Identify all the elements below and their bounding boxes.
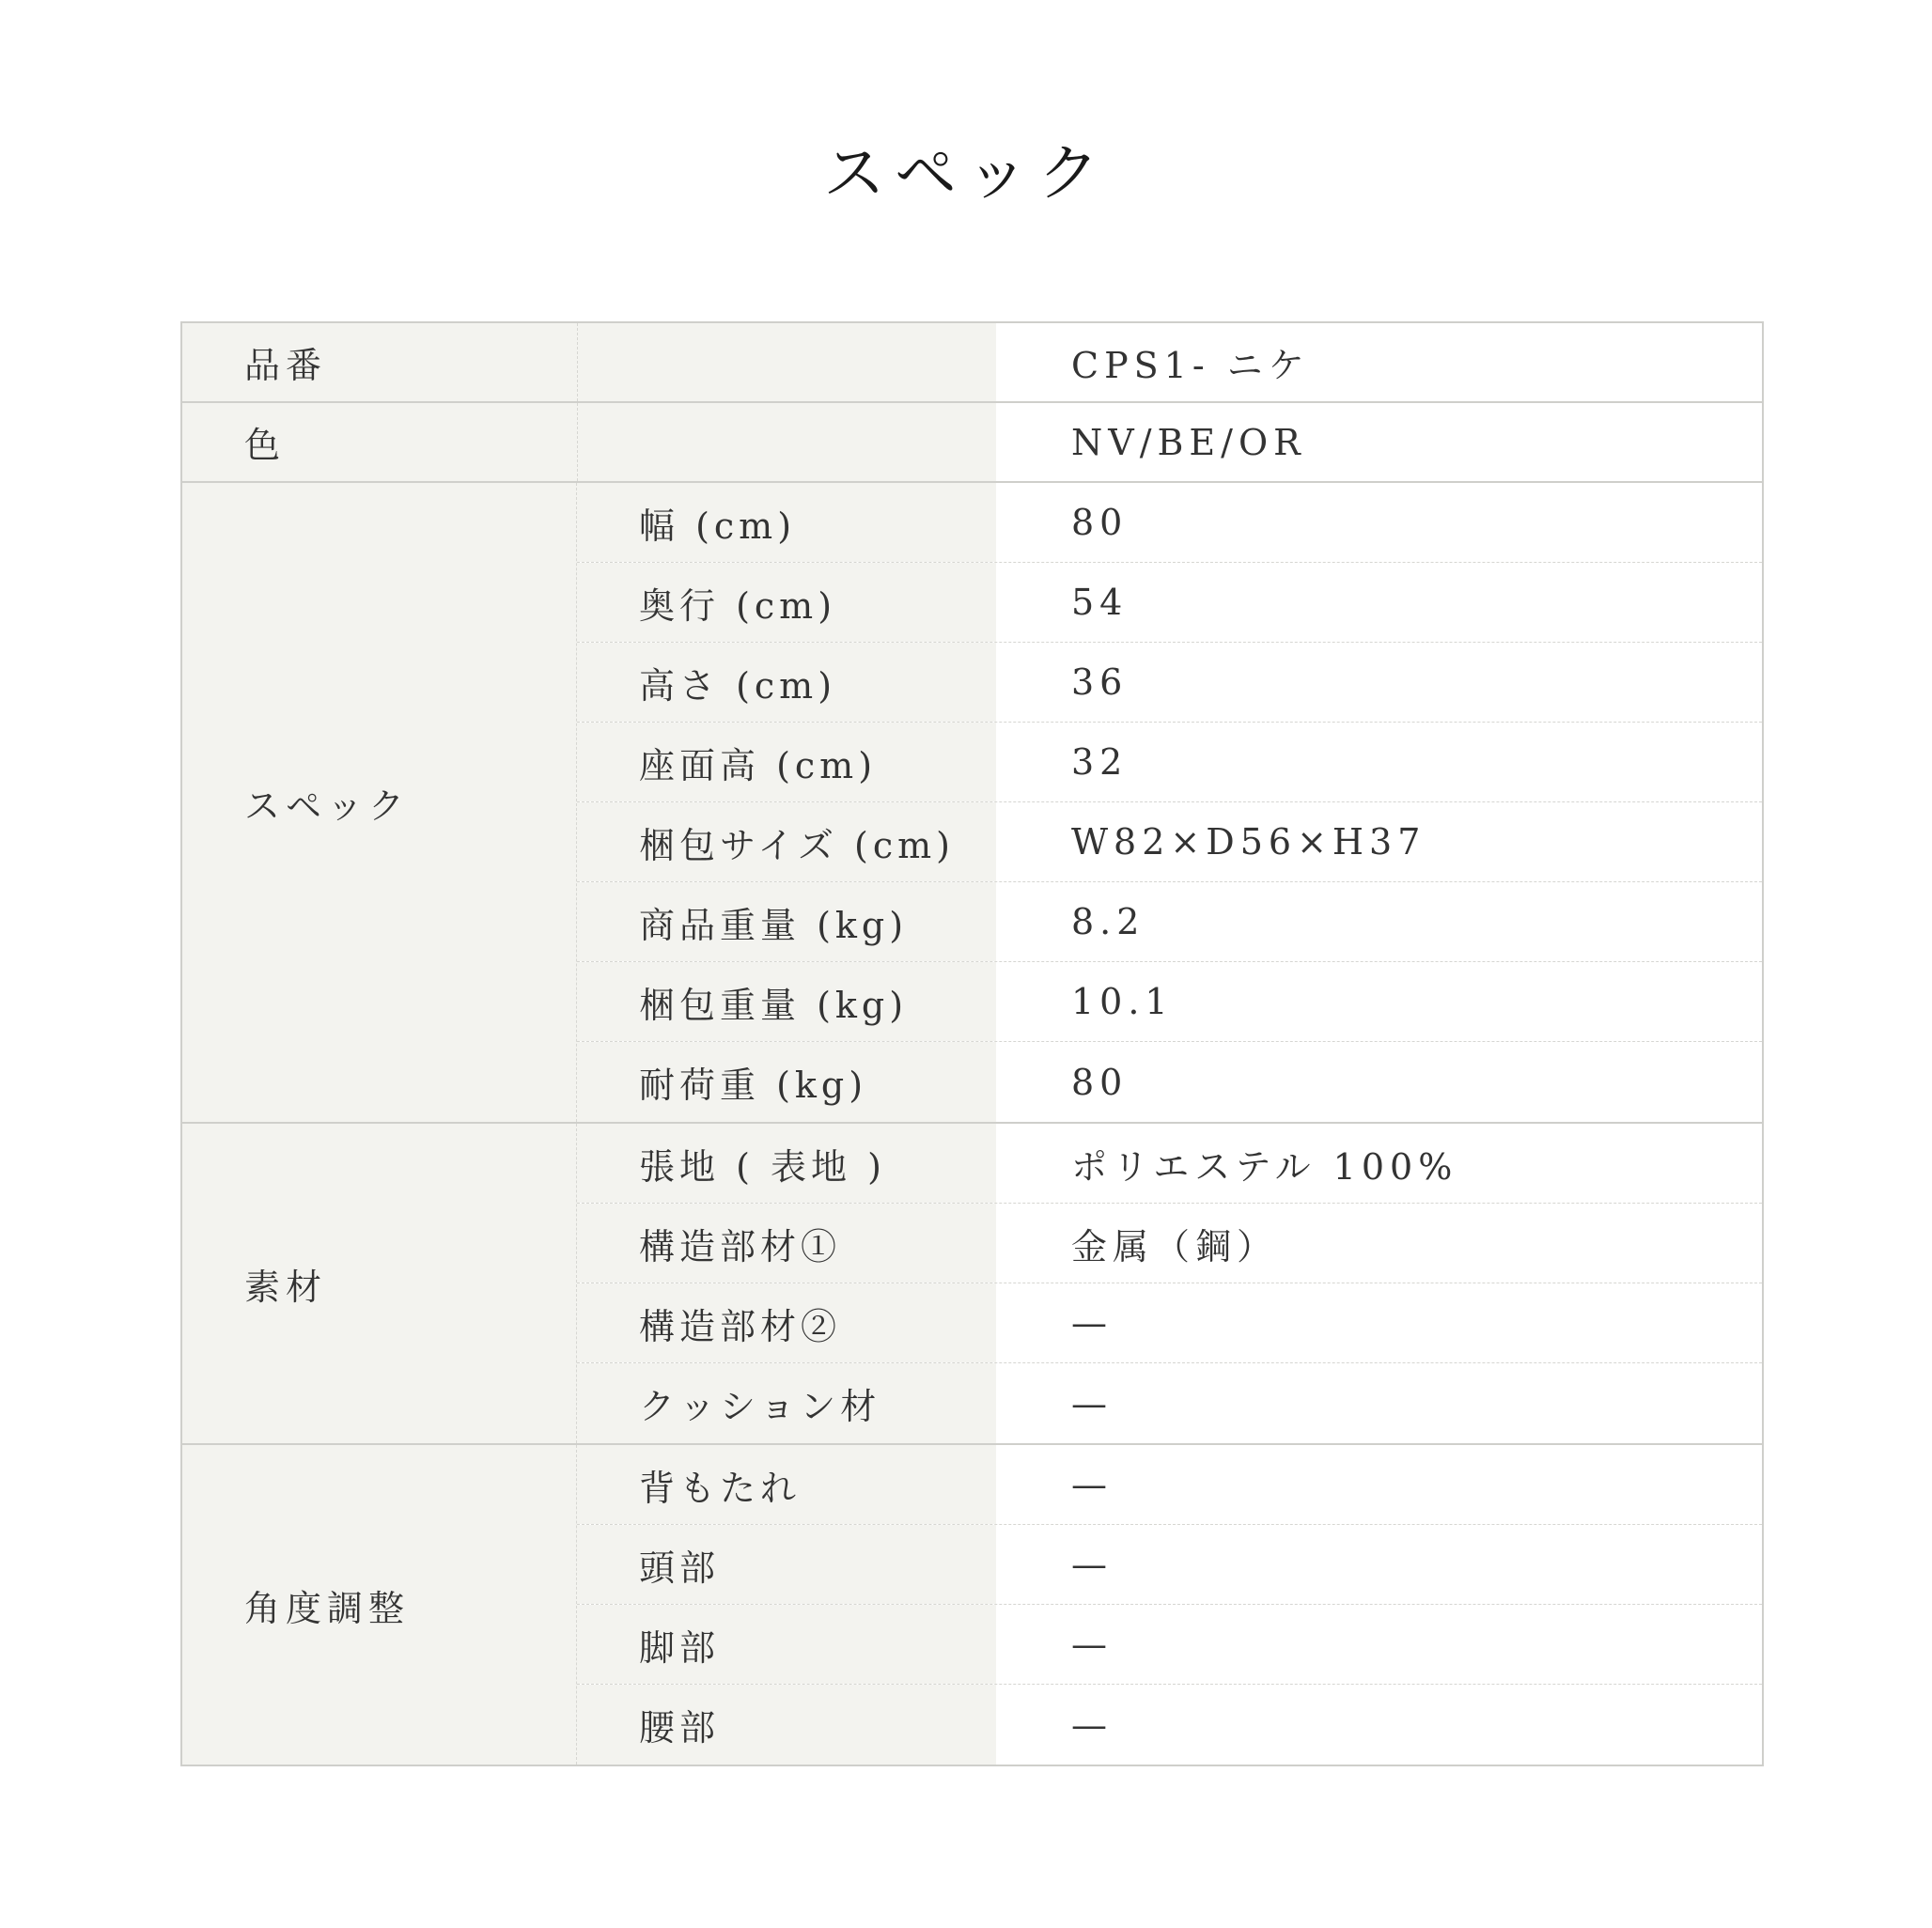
row-value: 54 bbox=[996, 563, 1762, 642]
spec-group-materials bbox=[182, 1124, 1762, 1445]
row-value: — bbox=[996, 1283, 1762, 1362]
row-label: 奥行 (cm) bbox=[577, 563, 996, 642]
row-value: — bbox=[996, 1605, 1762, 1684]
row-value: 32 bbox=[996, 723, 1762, 801]
row-value: W82×D56×H37 bbox=[996, 802, 1762, 881]
row-value: 金属（鋼） bbox=[996, 1204, 1762, 1283]
spec-row bbox=[577, 563, 1762, 643]
row-label: 背もたれ bbox=[577, 1445, 996, 1524]
row-label: 商品重量 (kg) bbox=[577, 882, 996, 961]
spec-row bbox=[577, 1525, 1762, 1605]
row-value: 80 bbox=[996, 483, 1762, 562]
spec-row bbox=[577, 643, 1762, 723]
row-value: — bbox=[996, 1525, 1762, 1604]
row-label: 脚部 bbox=[577, 1605, 996, 1684]
spec-row bbox=[577, 1445, 1762, 1525]
spec-row bbox=[577, 1283, 1762, 1363]
row-label: 頭部 bbox=[577, 1525, 996, 1604]
spec-row bbox=[577, 1363, 1762, 1443]
page-title: スペック bbox=[823, 137, 1109, 210]
row-label: 腰部 bbox=[577, 1685, 996, 1765]
row-label: 梱包重量 (kg) bbox=[577, 962, 996, 1041]
row-label: 構造部材① bbox=[577, 1204, 996, 1283]
row-label: 耐荷重 (kg) bbox=[577, 1042, 996, 1122]
group-label: 素材 bbox=[182, 1124, 577, 1443]
spec-row-product-number bbox=[182, 323, 1762, 403]
spec-row bbox=[577, 1124, 1762, 1204]
row-value: ポリエステル 100% bbox=[996, 1124, 1762, 1203]
spec-row bbox=[577, 1042, 1762, 1122]
spec-row bbox=[577, 1685, 1762, 1765]
spec-table bbox=[180, 321, 1764, 1766]
spec-group-angle-adjustment bbox=[182, 1445, 1762, 1765]
spec-row bbox=[577, 1605, 1762, 1685]
spec-row-color bbox=[182, 403, 1762, 483]
row-label: 色 bbox=[182, 403, 996, 481]
group-label: スペック bbox=[182, 483, 577, 1122]
spec-row bbox=[577, 1204, 1762, 1283]
row-value: NV/BE/OR bbox=[996, 403, 1762, 481]
spec-row bbox=[577, 483, 1762, 563]
spec-row bbox=[577, 802, 1762, 882]
row-value: CPS1- ニケ bbox=[996, 323, 1762, 401]
row-value: — bbox=[996, 1363, 1762, 1443]
row-label: 張地 ( 表地 ) bbox=[577, 1124, 996, 1203]
row-value: — bbox=[996, 1445, 1762, 1524]
spec-row bbox=[577, 962, 1762, 1042]
row-label: 高さ (cm) bbox=[577, 643, 996, 722]
row-value: 8.2 bbox=[996, 882, 1762, 961]
row-label: クッション材 bbox=[577, 1363, 996, 1443]
row-label: 構造部材② bbox=[577, 1283, 996, 1362]
row-label: 幅 (cm) bbox=[577, 483, 996, 562]
row-label: 梱包サイズ (cm) bbox=[577, 802, 996, 881]
row-value: 36 bbox=[996, 643, 1762, 722]
spec-group-dimensions bbox=[182, 483, 1762, 1124]
row-label: 品番 bbox=[182, 323, 996, 401]
row-value: — bbox=[996, 1685, 1762, 1765]
row-label: 座面高 (cm) bbox=[577, 723, 996, 801]
spec-row bbox=[577, 723, 1762, 802]
group-label: 角度調整 bbox=[182, 1445, 577, 1765]
row-value: 80 bbox=[996, 1042, 1762, 1122]
spec-row bbox=[577, 882, 1762, 962]
row-value: 10.1 bbox=[996, 962, 1762, 1041]
